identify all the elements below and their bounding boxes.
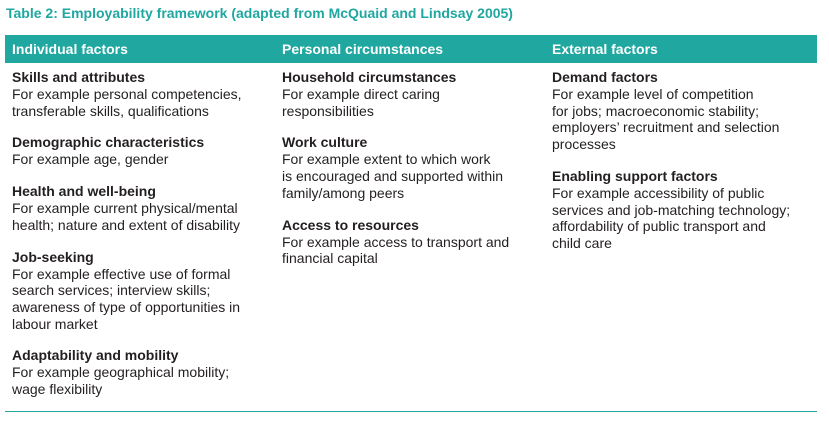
factor-description-line: For example level of competition: [552, 86, 754, 102]
factor-description-line: For example personal competencies,: [12, 86, 242, 102]
factor-title: Demographic characteristics: [12, 134, 205, 151]
factor-description-line: For example direct caring: [282, 86, 440, 102]
column-personal-circumstances: [282, 69, 544, 282]
factor-description-line: employers’ recruitment and selection: [552, 119, 780, 136]
factor-description-line: awareness of type of opportunities in: [12, 298, 241, 315]
factor-description-line: health; nature and extent of disability: [12, 216, 241, 233]
factor-title: Skills and attributes: [12, 69, 146, 85]
factor-description-line: labour market: [12, 315, 98, 332]
table-bottom-rule: [5, 411, 817, 412]
factor-title: Household circumstances: [282, 69, 457, 85]
factor-block: [282, 69, 544, 119]
header-personal-circumstances: Personal circumstances: [282, 41, 444, 57]
factor-description-line: wage flexibility: [12, 381, 103, 398]
factor-description-line: family/among peers: [282, 184, 405, 201]
factor-title: Enabling support factors: [552, 167, 718, 184]
factor-title: Adaptability and mobility: [12, 347, 179, 364]
factor-description-line: financial capital: [282, 250, 378, 267]
factor-description-line: services and job-matching technology;: [552, 201, 791, 218]
factor-block: [552, 69, 814, 153]
factor-title: Access to resources: [282, 216, 419, 233]
table-body-row: [5, 63, 817, 407]
header-external-factors: External factors: [552, 41, 658, 57]
column-external-factors: [552, 69, 814, 267]
factor-description-line: processes: [552, 136, 616, 153]
factor-title: Health and well-being: [12, 183, 156, 200]
factor-description-line: for jobs; macroeconomic stability;: [552, 102, 759, 119]
factor-description-line: child care: [552, 234, 612, 251]
factor-description-line: For example current physical/mental: [12, 200, 238, 217]
employability-framework-table: [5, 35, 817, 407]
factor-title: Work culture: [282, 134, 368, 151]
column-individual-factors: [12, 69, 272, 413]
factor-title: Job-seeking: [12, 248, 94, 265]
factor-description-line: is encouraged and supported within: [282, 168, 504, 185]
factor-description-line: search services; interview skills;: [12, 282, 211, 299]
factor-block: [12, 69, 272, 119]
factor-block: [12, 347, 272, 397]
table-caption: Table 2: Employability framework (adapted from McQuaid and Lindsay 2005): [6, 5, 513, 21]
factor-description-line: For example age, gender: [12, 151, 169, 168]
factor-block: [12, 183, 272, 233]
factor-title: Demand factors: [552, 69, 658, 85]
factor-description-line: affordability of public transport and: [552, 218, 766, 235]
factor-description-line: For example geographical mobility;: [12, 364, 230, 381]
factor-block: [12, 134, 272, 168]
factor-block: [282, 217, 544, 267]
factor-description-line: For example access to transport and: [282, 233, 510, 250]
factor-block: [12, 249, 272, 333]
factor-description-line: responsibilities: [282, 102, 374, 119]
factor-description-line: transferable skills, qualifications: [12, 102, 209, 119]
table-header-row: [5, 35, 817, 63]
factor-block: [552, 168, 814, 252]
factor-description-line: For example extent to which work: [282, 151, 491, 168]
header-individual-factors: Individual factors: [12, 41, 128, 57]
factor-description-line: For example accessibility of public: [552, 184, 765, 201]
factor-block: [282, 134, 544, 201]
factor-description-line: For example effective use of formal: [12, 265, 231, 282]
